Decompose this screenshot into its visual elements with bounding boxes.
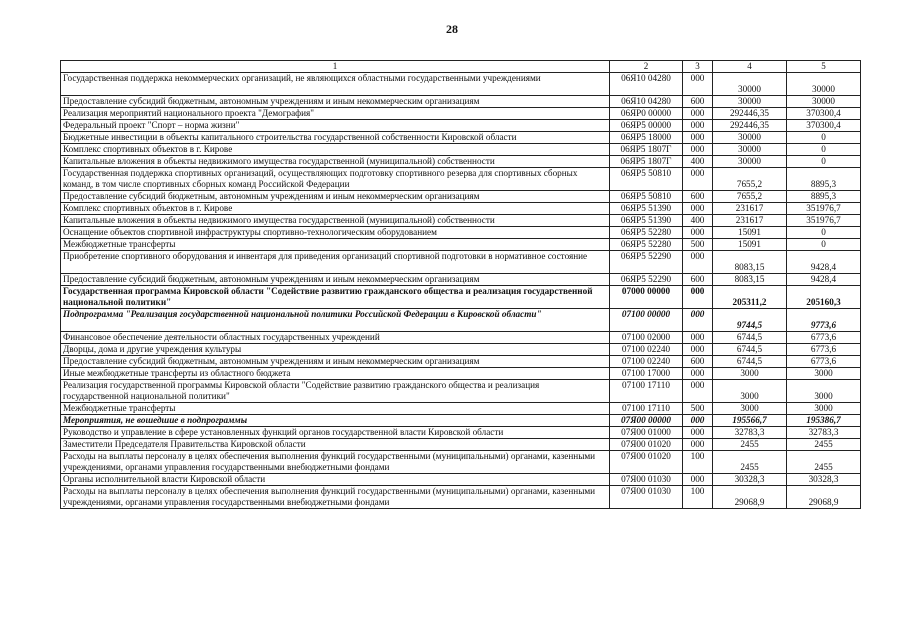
row-amount-1-cell: 195566,7	[713, 415, 787, 427]
row-code-cell: 06ЯР5 1807Г	[610, 144, 683, 156]
table-row	[61, 168, 861, 191]
row-amount-2-cell: 30328,3	[787, 474, 861, 486]
row-amount-1-cell: 30000	[713, 96, 787, 108]
table-row	[61, 96, 861, 108]
row-code-cell: 07100 17110	[610, 380, 683, 403]
row-amount-1-cell: 205311,2	[713, 286, 787, 309]
row-expense-type-cell: 000	[683, 203, 713, 215]
row-name-cell: Бюджетные инвестиции в объекты капитального строительства государственной собственности Кировской области	[61, 132, 610, 144]
row-name-cell: Приобретение спортивного оборудования и инвентаря для приведения организаций спортивной подготовки в нормативное состояние	[61, 251, 610, 274]
row-name-cell: Руководство и управление в сфере установленных функций органов государственной власти Кировской области	[61, 427, 610, 439]
row-amount-2-cell: 30000	[787, 73, 861, 96]
row-code-cell: 06ЯР5 52280	[610, 227, 683, 239]
row-name-cell: Капитальные вложения в объекты недвижимого имущества государственной (муниципальной) собственности	[61, 156, 610, 168]
table-row	[61, 368, 861, 380]
row-amount-2-cell: 0	[787, 227, 861, 239]
row-name-cell: Реализация мероприятий национального проекта "Демография"	[61, 108, 610, 120]
table-row	[61, 144, 861, 156]
row-name-cell: Предоставление субсидий бюджетным, автономным учреждениям и иным некоммерческим организациям	[61, 96, 610, 108]
table-row	[61, 344, 861, 356]
row-amount-1-cell: 3000	[713, 380, 787, 403]
header-cell-amount-1: 4	[713, 61, 787, 73]
row-code-cell: 07100 00000	[610, 309, 683, 332]
table-body	[61, 61, 861, 509]
row-code-cell: 06ЯР5 52280	[610, 239, 683, 251]
row-amount-1-cell: 9744,5	[713, 309, 787, 332]
row-amount-2-cell: 351976,7	[787, 203, 861, 215]
row-name-cell: Расходы на выплаты персоналу в целях обеспечения выполнения функций государственными (муниципальными) органами, казенными учреждениями, органами управления государственными внебюджетными фондами	[61, 451, 610, 474]
row-amount-1-cell: 292446,35	[713, 120, 787, 132]
table-row	[61, 73, 861, 96]
row-amount-2-cell: 0	[787, 132, 861, 144]
row-expense-type-cell: 100	[683, 451, 713, 474]
row-amount-1-cell: 2455	[713, 451, 787, 474]
row-amount-2-cell: 6773,6	[787, 356, 861, 368]
table-row	[61, 356, 861, 368]
row-name-cell: Капитальные вложения в объекты недвижимого имущества государственной (муниципальной) собственности	[61, 215, 610, 227]
row-amount-1-cell: 32783,3	[713, 427, 787, 439]
row-code-cell: 06ЯР5 50810	[610, 168, 683, 191]
header-cell-expense-type: 3	[683, 61, 713, 73]
table-row	[61, 451, 861, 474]
row-expense-type-cell: 000	[683, 227, 713, 239]
row-amount-1-cell: 231617	[713, 203, 787, 215]
table-row	[61, 427, 861, 439]
page-number: 28	[446, 22, 458, 36]
row-name-cell: Предоставление субсидий бюджетным, автономным учреждениям и иным некоммерческим организациям	[61, 274, 610, 286]
row-amount-2-cell: 351976,7	[787, 215, 861, 227]
row-expense-type-cell: 000	[683, 120, 713, 132]
table-row	[61, 120, 861, 132]
row-amount-2-cell: 6773,6	[787, 344, 861, 356]
row-name-cell: Органы исполнительной власти Кировской области	[61, 474, 610, 486]
row-code-cell: 06ЯР5 1807Г	[610, 156, 683, 168]
row-code-cell: 07000 00000	[610, 286, 683, 309]
row-name-cell: Иные межбюджетные трансферты из областного бюджета	[61, 368, 610, 380]
header-cell-name: 1	[61, 61, 610, 73]
row-amount-1-cell: 7655,2	[713, 191, 787, 203]
row-expense-type-cell: 000	[683, 286, 713, 309]
row-amount-1-cell: 6744,5	[713, 344, 787, 356]
row-code-cell: 07Я00 01000	[610, 427, 683, 439]
row-amount-2-cell: 370300,4	[787, 120, 861, 132]
row-expense-type-cell: 500	[683, 239, 713, 251]
row-name-cell: Подпрограмма "Реализация государственной национальной политики Российской Федерации в Кировской области"	[61, 309, 610, 332]
row-expense-type-cell: 000	[683, 108, 713, 120]
row-amount-1-cell: 30000	[713, 156, 787, 168]
table-row	[61, 274, 861, 286]
row-expense-type-cell: 000	[683, 132, 713, 144]
row-code-cell: 06Я10 04280	[610, 96, 683, 108]
row-amount-2-cell: 8895,3	[787, 191, 861, 203]
row-name-cell: Финансовое обеспечение деятельности областных государственных учреждений	[61, 332, 610, 344]
row-code-cell: 07Я00 01030	[610, 474, 683, 486]
row-name-cell: Государственная программа Кировской области "Содействие развитию гражданского общества и реализация государственной национальной политики"	[61, 286, 610, 309]
row-amount-2-cell: 0	[787, 239, 861, 251]
row-code-cell: 06Я10 04280	[610, 73, 683, 96]
row-amount-1-cell: 231617	[713, 215, 787, 227]
row-expense-type-cell: 000	[683, 427, 713, 439]
budget-table	[60, 60, 861, 509]
row-amount-1-cell: 6744,5	[713, 356, 787, 368]
row-amount-2-cell: 195386,7	[787, 415, 861, 427]
row-name-cell: Комплекс спортивных объектов в г. Кирове	[61, 203, 610, 215]
row-expense-type-cell: 600	[683, 96, 713, 108]
row-expense-type-cell: 000	[683, 368, 713, 380]
table-row	[61, 380, 861, 403]
row-amount-1-cell: 8083,15	[713, 251, 787, 274]
row-name-cell: Заместители Председателя Правительства Кировской области	[61, 439, 610, 451]
row-expense-type-cell: 600	[683, 191, 713, 203]
row-code-cell: 06ЯР5 51390	[610, 215, 683, 227]
table-row	[61, 108, 861, 120]
row-amount-2-cell: 2455	[787, 439, 861, 451]
table-row	[61, 251, 861, 274]
row-name-cell: Расходы на выплаты персоналу в целях обеспечения выполнения функций государственными (муниципальными) органами, казенными учреждениями, органами управления государственными внебюджетными фондами	[61, 486, 610, 509]
row-amount-2-cell: 9428,4	[787, 274, 861, 286]
row-code-cell: 07100 02240	[610, 344, 683, 356]
row-expense-type-cell: 000	[683, 344, 713, 356]
row-expense-type-cell: 000	[683, 415, 713, 427]
table-row	[61, 309, 861, 332]
row-code-cell: 07Я00 01020	[610, 451, 683, 474]
row-amount-2-cell: 3000	[787, 380, 861, 403]
row-amount-2-cell: 9428,4	[787, 251, 861, 274]
row-expense-type-cell: 400	[683, 156, 713, 168]
row-expense-type-cell: 000	[683, 309, 713, 332]
row-amount-1-cell: 29068,9	[713, 486, 787, 509]
row-amount-1-cell: 15091	[713, 227, 787, 239]
row-expense-type-cell: 000	[683, 73, 713, 96]
row-name-cell: Государственная поддержка спортивных организаций, осуществляющих подготовку спортивного резерва для спортивных сборных команд, в том числе спортивных сборных команд Российской Федерации	[61, 168, 610, 191]
row-amount-1-cell: 30328,3	[713, 474, 787, 486]
row-code-cell: 07100 02000	[610, 332, 683, 344]
row-name-cell: Реализация государственной программы Кировской области "Содействие развитию гражданского общества и реализация государственной национальной политики"	[61, 380, 610, 403]
row-code-cell: 06ЯР5 52290	[610, 251, 683, 274]
row-amount-1-cell: 3000	[713, 403, 787, 415]
row-amount-1-cell: 6744,5	[713, 332, 787, 344]
row-expense-type-cell: 000	[683, 380, 713, 403]
row-expense-type-cell: 000	[683, 332, 713, 344]
row-code-cell: 06ЯР5 18000	[610, 132, 683, 144]
row-expense-type-cell: 600	[683, 356, 713, 368]
header-cell-code: 2	[610, 61, 683, 73]
row-expense-type-cell: 600	[683, 274, 713, 286]
row-amount-2-cell: 0	[787, 156, 861, 168]
row-code-cell: 06ЯР5 52290	[610, 274, 683, 286]
row-expense-type-cell: 100	[683, 486, 713, 509]
row-amount-1-cell: 7655,2	[713, 168, 787, 191]
row-expense-type-cell: 000	[683, 168, 713, 191]
row-amount-1-cell: 30000	[713, 132, 787, 144]
row-amount-2-cell: 9773,6	[787, 309, 861, 332]
row-expense-type-cell: 400	[683, 215, 713, 227]
row-code-cell: 06ЯР5 00000	[610, 120, 683, 132]
table-row	[61, 215, 861, 227]
table-row	[61, 156, 861, 168]
row-expense-type-cell: 000	[683, 144, 713, 156]
row-expense-type-cell: 500	[683, 403, 713, 415]
row-code-cell: 07Я00 01030	[610, 486, 683, 509]
row-code-cell: 07Я00 00000	[610, 415, 683, 427]
row-amount-1-cell: 2455	[713, 439, 787, 451]
row-expense-type-cell: 000	[683, 439, 713, 451]
row-code-cell: 06ЯР5 51390	[610, 203, 683, 215]
table-row	[61, 132, 861, 144]
row-amount-2-cell: 30000	[787, 96, 861, 108]
table-row	[61, 474, 861, 486]
table-row	[61, 286, 861, 309]
row-expense-type-cell: 000	[683, 474, 713, 486]
row-amount-1-cell: 292446,35	[713, 108, 787, 120]
row-amount-1-cell: 15091	[713, 239, 787, 251]
row-name-cell: Межбюджетные трансферты	[61, 403, 610, 415]
row-name-cell: Межбюджетные трансферты	[61, 239, 610, 251]
row-amount-2-cell: 8895,3	[787, 168, 861, 191]
row-name-cell: Мероприятия, не вошедшие в подпрограммы	[61, 415, 610, 427]
row-amount-2-cell: 2455	[787, 451, 861, 474]
table-row	[61, 332, 861, 344]
row-code-cell: 07100 17000	[610, 368, 683, 380]
table-row	[61, 191, 861, 203]
row-amount-2-cell: 6773,6	[787, 332, 861, 344]
table-row	[61, 439, 861, 451]
table-row	[61, 203, 861, 215]
row-name-cell: Комплекс спортивных объектов в г. Кирове	[61, 144, 610, 156]
row-amount-2-cell: 3000	[787, 368, 861, 380]
table-header-row	[61, 61, 861, 73]
row-code-cell: 07Я00 01020	[610, 439, 683, 451]
row-name-cell: Федеральный проект "Спорт – норма жизни"	[61, 120, 610, 132]
table-row	[61, 403, 861, 415]
row-amount-2-cell: 205160,3	[787, 286, 861, 309]
header-cell-amount-2: 5	[787, 61, 861, 73]
row-amount-1-cell: 8083,15	[713, 274, 787, 286]
row-name-cell: Предоставление субсидий бюджетным, автономным учреждениям и иным некоммерческим организациям	[61, 191, 610, 203]
row-amount-2-cell: 32783,3	[787, 427, 861, 439]
row-code-cell: 07100 02240	[610, 356, 683, 368]
row-amount-1-cell: 3000	[713, 368, 787, 380]
row-expense-type-cell: 000	[683, 251, 713, 274]
row-name-cell: Предоставление субсидий бюджетным, автономным учреждениям и иным некоммерческим организациям	[61, 356, 610, 368]
table-row	[61, 415, 861, 427]
row-amount-1-cell: 30000	[713, 144, 787, 156]
row-name-cell: Государственная поддержка некоммерческих организаций, не являющихся областными государственными учреждениями	[61, 73, 610, 96]
row-name-cell: Дворцы, дома и другие учреждения культуры	[61, 344, 610, 356]
table-row	[61, 239, 861, 251]
row-amount-2-cell: 0	[787, 144, 861, 156]
row-code-cell: 06ЯР5 50810	[610, 191, 683, 203]
row-code-cell: 07100 17110	[610, 403, 683, 415]
table-row	[61, 227, 861, 239]
row-code-cell: 06ЯР0 00000	[610, 108, 683, 120]
table-row	[61, 486, 861, 509]
row-amount-2-cell: 29068,9	[787, 486, 861, 509]
row-name-cell: Оснащение объектов спортивной инфраструктуры спортивно-технологическим оборудованием	[61, 227, 610, 239]
row-amount-2-cell: 370300,4	[787, 108, 861, 120]
row-amount-1-cell: 30000	[713, 73, 787, 96]
row-amount-2-cell: 3000	[787, 403, 861, 415]
